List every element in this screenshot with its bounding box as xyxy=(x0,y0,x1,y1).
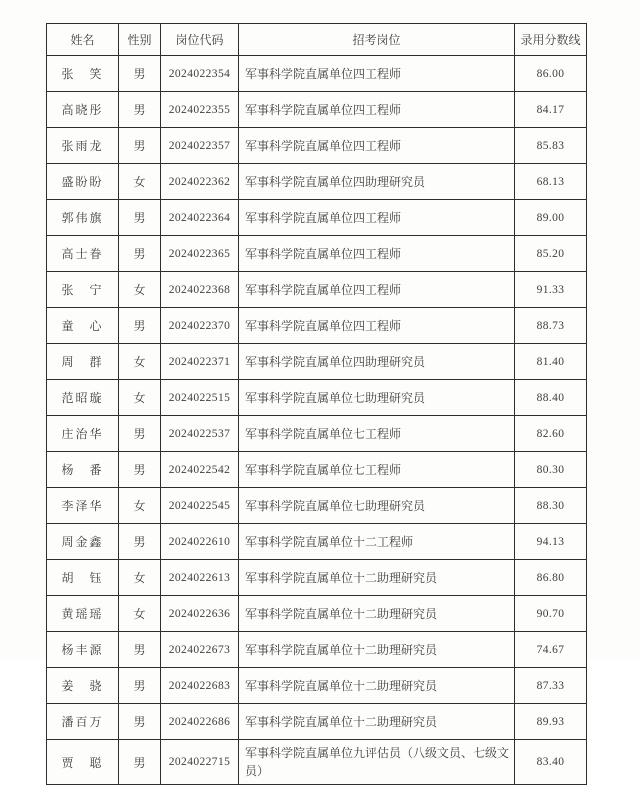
position-cell: 军事科学院直属单位十二助理研究员 xyxy=(239,560,515,596)
table-row xyxy=(47,524,587,560)
name-cell: 高晓彤 xyxy=(47,92,119,128)
name-cell: 胡 钰 xyxy=(47,560,119,596)
code-cell: 2024022354 xyxy=(161,56,239,92)
position-cell: 军事科学院直属单位十二工程师 xyxy=(239,524,515,560)
code-cell: 2024022610 xyxy=(161,524,239,560)
gender-cell: 女 xyxy=(119,344,161,380)
gender-cell: 男 xyxy=(119,632,161,668)
code-cell: 2024022515 xyxy=(161,380,239,416)
table-row xyxy=(47,200,587,236)
table-row xyxy=(47,308,587,344)
table-row xyxy=(47,560,587,596)
table-row xyxy=(47,740,587,785)
name-cell: 贾 聪 xyxy=(47,740,119,785)
gender-cell: 男 xyxy=(119,452,161,488)
code-cell: 2024022683 xyxy=(161,668,239,704)
position-cell: 军事科学院直属单位七工程师 xyxy=(239,416,515,452)
code-cell: 2024022673 xyxy=(161,632,239,668)
code-cell: 2024022636 xyxy=(161,596,239,632)
name-cell: 张雨龙 xyxy=(47,128,119,164)
gender-cell: 女 xyxy=(119,560,161,596)
name-cell: 童 心 xyxy=(47,308,119,344)
header-score: 录用分数线 xyxy=(515,24,587,56)
table-row xyxy=(47,416,587,452)
position-cell: 军事科学院直属单位十二助理研究员 xyxy=(239,632,515,668)
header-code: 岗位代码 xyxy=(161,24,239,56)
table-row xyxy=(47,488,587,524)
name-cell: 庄治华 xyxy=(47,416,119,452)
header-name: 姓名 xyxy=(47,24,119,56)
gender-cell: 女 xyxy=(119,380,161,416)
code-cell: 2024022715 xyxy=(161,740,239,785)
score-cell: 83.40 xyxy=(515,740,587,785)
code-cell: 2024022542 xyxy=(161,452,239,488)
table-row xyxy=(47,668,587,704)
gender-cell: 男 xyxy=(119,668,161,704)
score-cell: 90.70 xyxy=(515,596,587,632)
table-row xyxy=(47,632,587,668)
name-cell: 周金鑫 xyxy=(47,524,119,560)
position-cell: 军事科学院直属单位十二助理研究员 xyxy=(239,704,515,740)
name-cell: 李泽华 xyxy=(47,488,119,524)
code-cell: 2024022355 xyxy=(161,92,239,128)
code-cell: 2024022370 xyxy=(161,308,239,344)
score-cell: 81.40 xyxy=(515,344,587,380)
position-cell: 军事科学院直属单位七助理研究员 xyxy=(239,380,515,416)
table-row xyxy=(47,452,587,488)
code-cell: 2024022371 xyxy=(161,344,239,380)
position-cell: 军事科学院直属单位七助理研究员 xyxy=(239,488,515,524)
score-cell: 87.33 xyxy=(515,668,587,704)
name-cell: 高士眷 xyxy=(47,236,119,272)
gender-cell: 男 xyxy=(119,416,161,452)
position-cell: 军事科学院直属单位四工程师 xyxy=(239,56,515,92)
position-cell: 军事科学院直属单位四工程师 xyxy=(239,200,515,236)
gender-cell: 男 xyxy=(119,308,161,344)
score-cell: 86.80 xyxy=(515,560,587,596)
code-cell: 2024022545 xyxy=(161,488,239,524)
name-cell: 姜 骁 xyxy=(47,668,119,704)
name-cell: 杨丰源 xyxy=(47,632,119,668)
gender-cell: 女 xyxy=(119,164,161,200)
table-row xyxy=(47,704,587,740)
table-row xyxy=(47,272,587,308)
code-cell: 2024022537 xyxy=(161,416,239,452)
table-row xyxy=(47,92,587,128)
score-cell: 89.93 xyxy=(515,704,587,740)
name-cell: 范昭璇 xyxy=(47,380,119,416)
header-row xyxy=(47,24,587,56)
gender-cell: 男 xyxy=(119,740,161,785)
table-row xyxy=(47,236,587,272)
table-row xyxy=(47,164,587,200)
gender-cell: 女 xyxy=(119,488,161,524)
table-row xyxy=(47,128,587,164)
gender-cell: 男 xyxy=(119,524,161,560)
name-cell: 周 群 xyxy=(47,344,119,380)
code-cell: 2024022364 xyxy=(161,200,239,236)
gender-cell: 男 xyxy=(119,236,161,272)
gender-cell: 男 xyxy=(119,128,161,164)
score-cell: 84.17 xyxy=(515,92,587,128)
score-cell: 68.13 xyxy=(515,164,587,200)
score-cell: 74.67 xyxy=(515,632,587,668)
score-cell: 88.40 xyxy=(515,380,587,416)
table-body xyxy=(47,56,587,785)
name-cell: 盛盼盼 xyxy=(47,164,119,200)
score-cell: 85.20 xyxy=(515,236,587,272)
score-cell: 89.00 xyxy=(515,200,587,236)
gender-cell: 女 xyxy=(119,272,161,308)
position-cell: 军事科学院直属单位四工程师 xyxy=(239,308,515,344)
code-cell: 2024022365 xyxy=(161,236,239,272)
position-cell: 军事科学院直属单位四工程师 xyxy=(239,272,515,308)
position-cell: 军事科学院直属单位四工程师 xyxy=(239,92,515,128)
name-cell: 杨 番 xyxy=(47,452,119,488)
gender-cell: 女 xyxy=(119,596,161,632)
code-cell: 2024022357 xyxy=(161,128,239,164)
position-cell: 军事科学院直属单位四工程师 xyxy=(239,236,515,272)
header-gender: 性别 xyxy=(119,24,161,56)
code-cell: 2024022362 xyxy=(161,164,239,200)
code-cell: 2024022686 xyxy=(161,704,239,740)
position-cell: 军事科学院直属单位九评估员（八级文员、七级文员） xyxy=(239,740,515,785)
gender-cell: 男 xyxy=(119,704,161,740)
score-cell: 88.73 xyxy=(515,308,587,344)
position-cell: 军事科学院直属单位七工程师 xyxy=(239,452,515,488)
name-cell: 郭伟旗 xyxy=(47,200,119,236)
table-row xyxy=(47,596,587,632)
name-cell: 潘百万 xyxy=(47,704,119,740)
position-cell: 军事科学院直属单位四工程师 xyxy=(239,128,515,164)
table-row xyxy=(47,380,587,416)
position-cell: 军事科学院直属单位四助理研究员 xyxy=(239,164,515,200)
gender-cell: 男 xyxy=(119,92,161,128)
code-cell: 2024022613 xyxy=(161,560,239,596)
score-cell: 82.60 xyxy=(515,416,587,452)
table-row xyxy=(47,344,587,380)
score-cell: 91.33 xyxy=(515,272,587,308)
header-position: 招考岗位 xyxy=(239,24,515,56)
score-cell: 85.83 xyxy=(515,128,587,164)
score-cell: 94.13 xyxy=(515,524,587,560)
position-cell: 军事科学院直属单位十二助理研究员 xyxy=(239,596,515,632)
score-cell: 80.30 xyxy=(515,452,587,488)
name-cell: 张 笑 xyxy=(47,56,119,92)
table-row xyxy=(47,56,587,92)
position-cell: 军事科学院直属单位四助理研究员 xyxy=(239,344,515,380)
position-cell: 军事科学院直属单位十二助理研究员 xyxy=(239,668,515,704)
score-cell: 86.00 xyxy=(515,56,587,92)
name-cell: 黄瑶瑶 xyxy=(47,596,119,632)
gender-cell: 男 xyxy=(119,200,161,236)
name-cell: 张 宁 xyxy=(47,272,119,308)
score-table xyxy=(46,23,587,785)
code-cell: 2024022368 xyxy=(161,272,239,308)
gender-cell: 男 xyxy=(119,56,161,92)
score-cell: 88.30 xyxy=(515,488,587,524)
